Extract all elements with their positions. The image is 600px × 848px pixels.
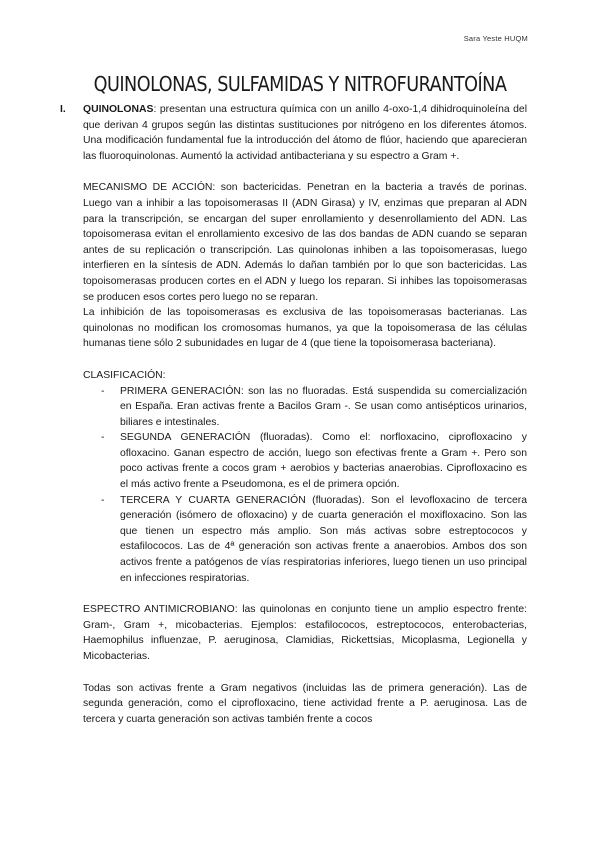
dash-bullet: - <box>101 432 105 444</box>
list-item: - SEGUNDA GENERACIÓN (fluoradas). Como el: norfloxacino, ciprofloxacino y ofloxacino. Ganan espectro de acción, luego son efectivas frente a Gram +. Pero son poco activas frente a cocos gram + aerobios y bacterias anaerobias. Ciprofloxacino es el más activo frente a Pseudomona, es el de primera opción. <box>101 432 527 491</box>
list-item: - TERCERA Y CUARTA GENERACIÓN (fluoradas). Son el levofloxacino de tercera generación (isómero de ofloxacino) y de cuarta generación el moxifloxacino. Son las que tienen un espectro más amplio. Son más activas sobre estreptococos y estafilococos. Las de 4ª generación son activas frente a anaerobios. Ambos dos son activos frente a patógenos de vías respiratorias inferiores, luego tienen un uso principal en infecciones respiratorias. <box>101 494 527 584</box>
spectrum-paragraph: ESPECTRO ANTIMICROBIANO: las quinolonas en conjunto tiene un amplio espectro frente: Gram-, Gram +, micobacterias. Ejemplos: estafilococos, estreptococos, enterobacterias, Haemophilus influenzae, P. aeruginosa, Clamidias, Rickettsias, Micoplasma, Legionella y Micobacterias. <box>83 604 527 662</box>
document-title: QUINOLONAS, SULFAMIDAS Y NITROFURANTOÍNA <box>93 72 507 96</box>
document-body <box>60 102 527 727</box>
classification-list <box>83 384 527 587</box>
list-item: - PRIMERA GENERACIÓN: son las no fluoradas. Está suspendida su comercialización en España. Eran activas frente a Bacilos Gram -. Se usan como antisépticos urinarios, biliares e intestinales. <box>101 385 527 428</box>
dash-bullet: - <box>101 385 105 397</box>
mechanism-paragraph: MECANISMO DE ACCIÓN: son bactericidas. Penetran en la bacteria a través de porinas. Luego van a inhibir a las topoisomerasas II (ADN Girasa) y IV, enzimas que preparan al ADN para la transcripción, se encargan del super enrollamiento y desenrollamiento del ADN. Las topoisomerasa evitan el enrollamiento excesivo de las dos bandas de ADN cuando se separan antes de su replicación o transcripción. Las quinolonas inhiben a las topoisomerasas, luego interfieren en la síntesis de ADN. Además lo dañan también por lo que son bactericidas. Las topoisomerasas producen cortes en el ADN y luego los reparan. Si inhibes las topoisomerasas se producen esos cortes pero luego no se reparan. <box>83 182 527 303</box>
section-number: I. <box>60 104 66 115</box>
mechanism-paragraph-2: La inhibición de las topoisomerasas es exclusiva de las topoisomerasas bacterianas. Las quinolonas no modifican los cromosomas humanos, ya que la topoisomerasa de las células humanas tiene sólo 2 subunidades en lugar de 4 (que tiene la topoisomerasa bacteriana). <box>83 307 527 350</box>
header-author: Sara Yeste HUQM <box>463 34 528 43</box>
classification-label: CLASIFICACIÓN: <box>83 369 166 381</box>
intro-paragraph <box>83 102 527 164</box>
activity-paragraph: Todas son activas frente a Gram negativos (incluidas las de primera generación). Las de segunda generación, como el ciprofloxacino, tiene actividad frente a P. aeruginosa. Las de tercera y cuarta generación son activas también frente a cocos <box>83 682 527 725</box>
intro-text: : presentan una estructura química con un anillo 4-oxo-1,4 dihidroquinoleína del que derivan 4 grupos según las distintas sustituciones por nitrógeno en los diferentes átomos. Una modificación fundamental fue la introducción del átomo de flúor, haciendo que aparecieran las fluoroquinolonas. Aumentó la actividad antibacteriana y su espectro a Gram +. <box>83 104 527 162</box>
dash-bullet: - <box>101 494 105 506</box>
section-heading: QUINOLONAS <box>83 104 154 115</box>
